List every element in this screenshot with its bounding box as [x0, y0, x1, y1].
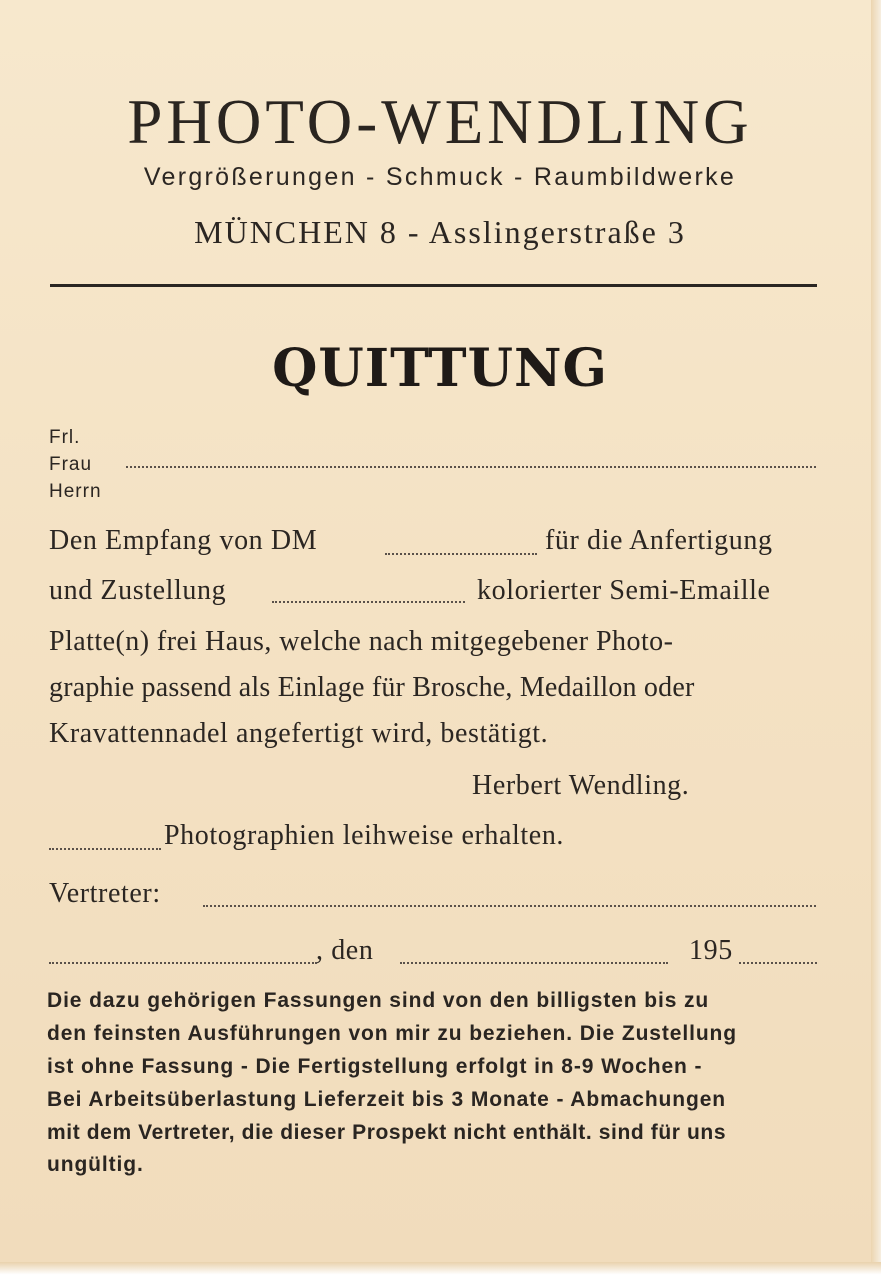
- fine-print-line-6: ungültig.: [47, 1153, 144, 1176]
- body-line-1-end: für die Anfertigung: [545, 525, 773, 556]
- photos-count-field-line[interactable]: [49, 848, 161, 850]
- header-divider: [50, 284, 817, 287]
- body-line-1-start: Den Empfang von DM: [49, 525, 318, 556]
- company-name: PHOTO-WENDLING: [127, 87, 753, 157]
- body-line-2-end: kolorierter Semi-Emaille: [477, 575, 771, 606]
- amount-field-line[interactable]: [385, 553, 537, 555]
- year-prefix: 195: [689, 935, 733, 966]
- fine-print-line-5: mit dem Vertreter, die dieser Prospekt nicht enthält. sind für uns: [47, 1121, 727, 1144]
- document-title: QUITTUNG: [272, 338, 608, 399]
- paper-edge-bottom: [0, 1262, 881, 1280]
- photos-received-text: Photographien leihweise erhalten.: [164, 820, 565, 851]
- body-line-3: Platte(n) frei Haus, welche nach mitgegebener Photo-: [49, 626, 674, 657]
- place-field-line[interactable]: [49, 962, 317, 964]
- year-field-line[interactable]: [739, 962, 817, 964]
- paper-edge-right: [871, 0, 881, 1280]
- representative-field-line[interactable]: [203, 905, 816, 907]
- name-field-line[interactable]: [126, 466, 816, 468]
- signature: Herbert Wendling.: [472, 770, 690, 801]
- body-line-4: graphie passend als Einlage für Brosche, Medaillon oder: [49, 672, 695, 703]
- company-address: MÜNCHEN 8 - Asslingerstraße 3: [194, 214, 686, 250]
- fine-print-line-3: ist ohne Fassung - Die Fertigstellung erfolgt in 8-9 Wochen -: [47, 1055, 703, 1078]
- salutation-frau: Frau: [49, 454, 93, 475]
- salutation-frl: Frl.: [49, 427, 81, 448]
- quantity-field-line[interactable]: [272, 601, 465, 603]
- fine-print-line-2: den feinsten Ausführungen von mir zu beziehen. Die Zustellung: [47, 1022, 737, 1045]
- fine-print-line-4: Bei Arbeitsüberlastung Lieferzeit bis 3 Monate - Abmachungen: [47, 1088, 727, 1111]
- company-services: Vergrößerungen - Schmuck - Raumbildwerke: [143, 163, 737, 191]
- date-den-label: , den: [316, 935, 374, 966]
- fine-print-line-1: Die dazu gehörigen Fassungen sind von den billigsten bis zu: [47, 989, 710, 1012]
- body-line-5: Kravattennadel angefertigt wird, bestätigt.: [49, 718, 549, 749]
- body-line-2-start: und Zustellung: [49, 575, 227, 606]
- salutation-herrn: Herrn: [49, 481, 102, 502]
- representative-label: Vertreter:: [49, 878, 161, 909]
- date-field-line[interactable]: [400, 962, 668, 964]
